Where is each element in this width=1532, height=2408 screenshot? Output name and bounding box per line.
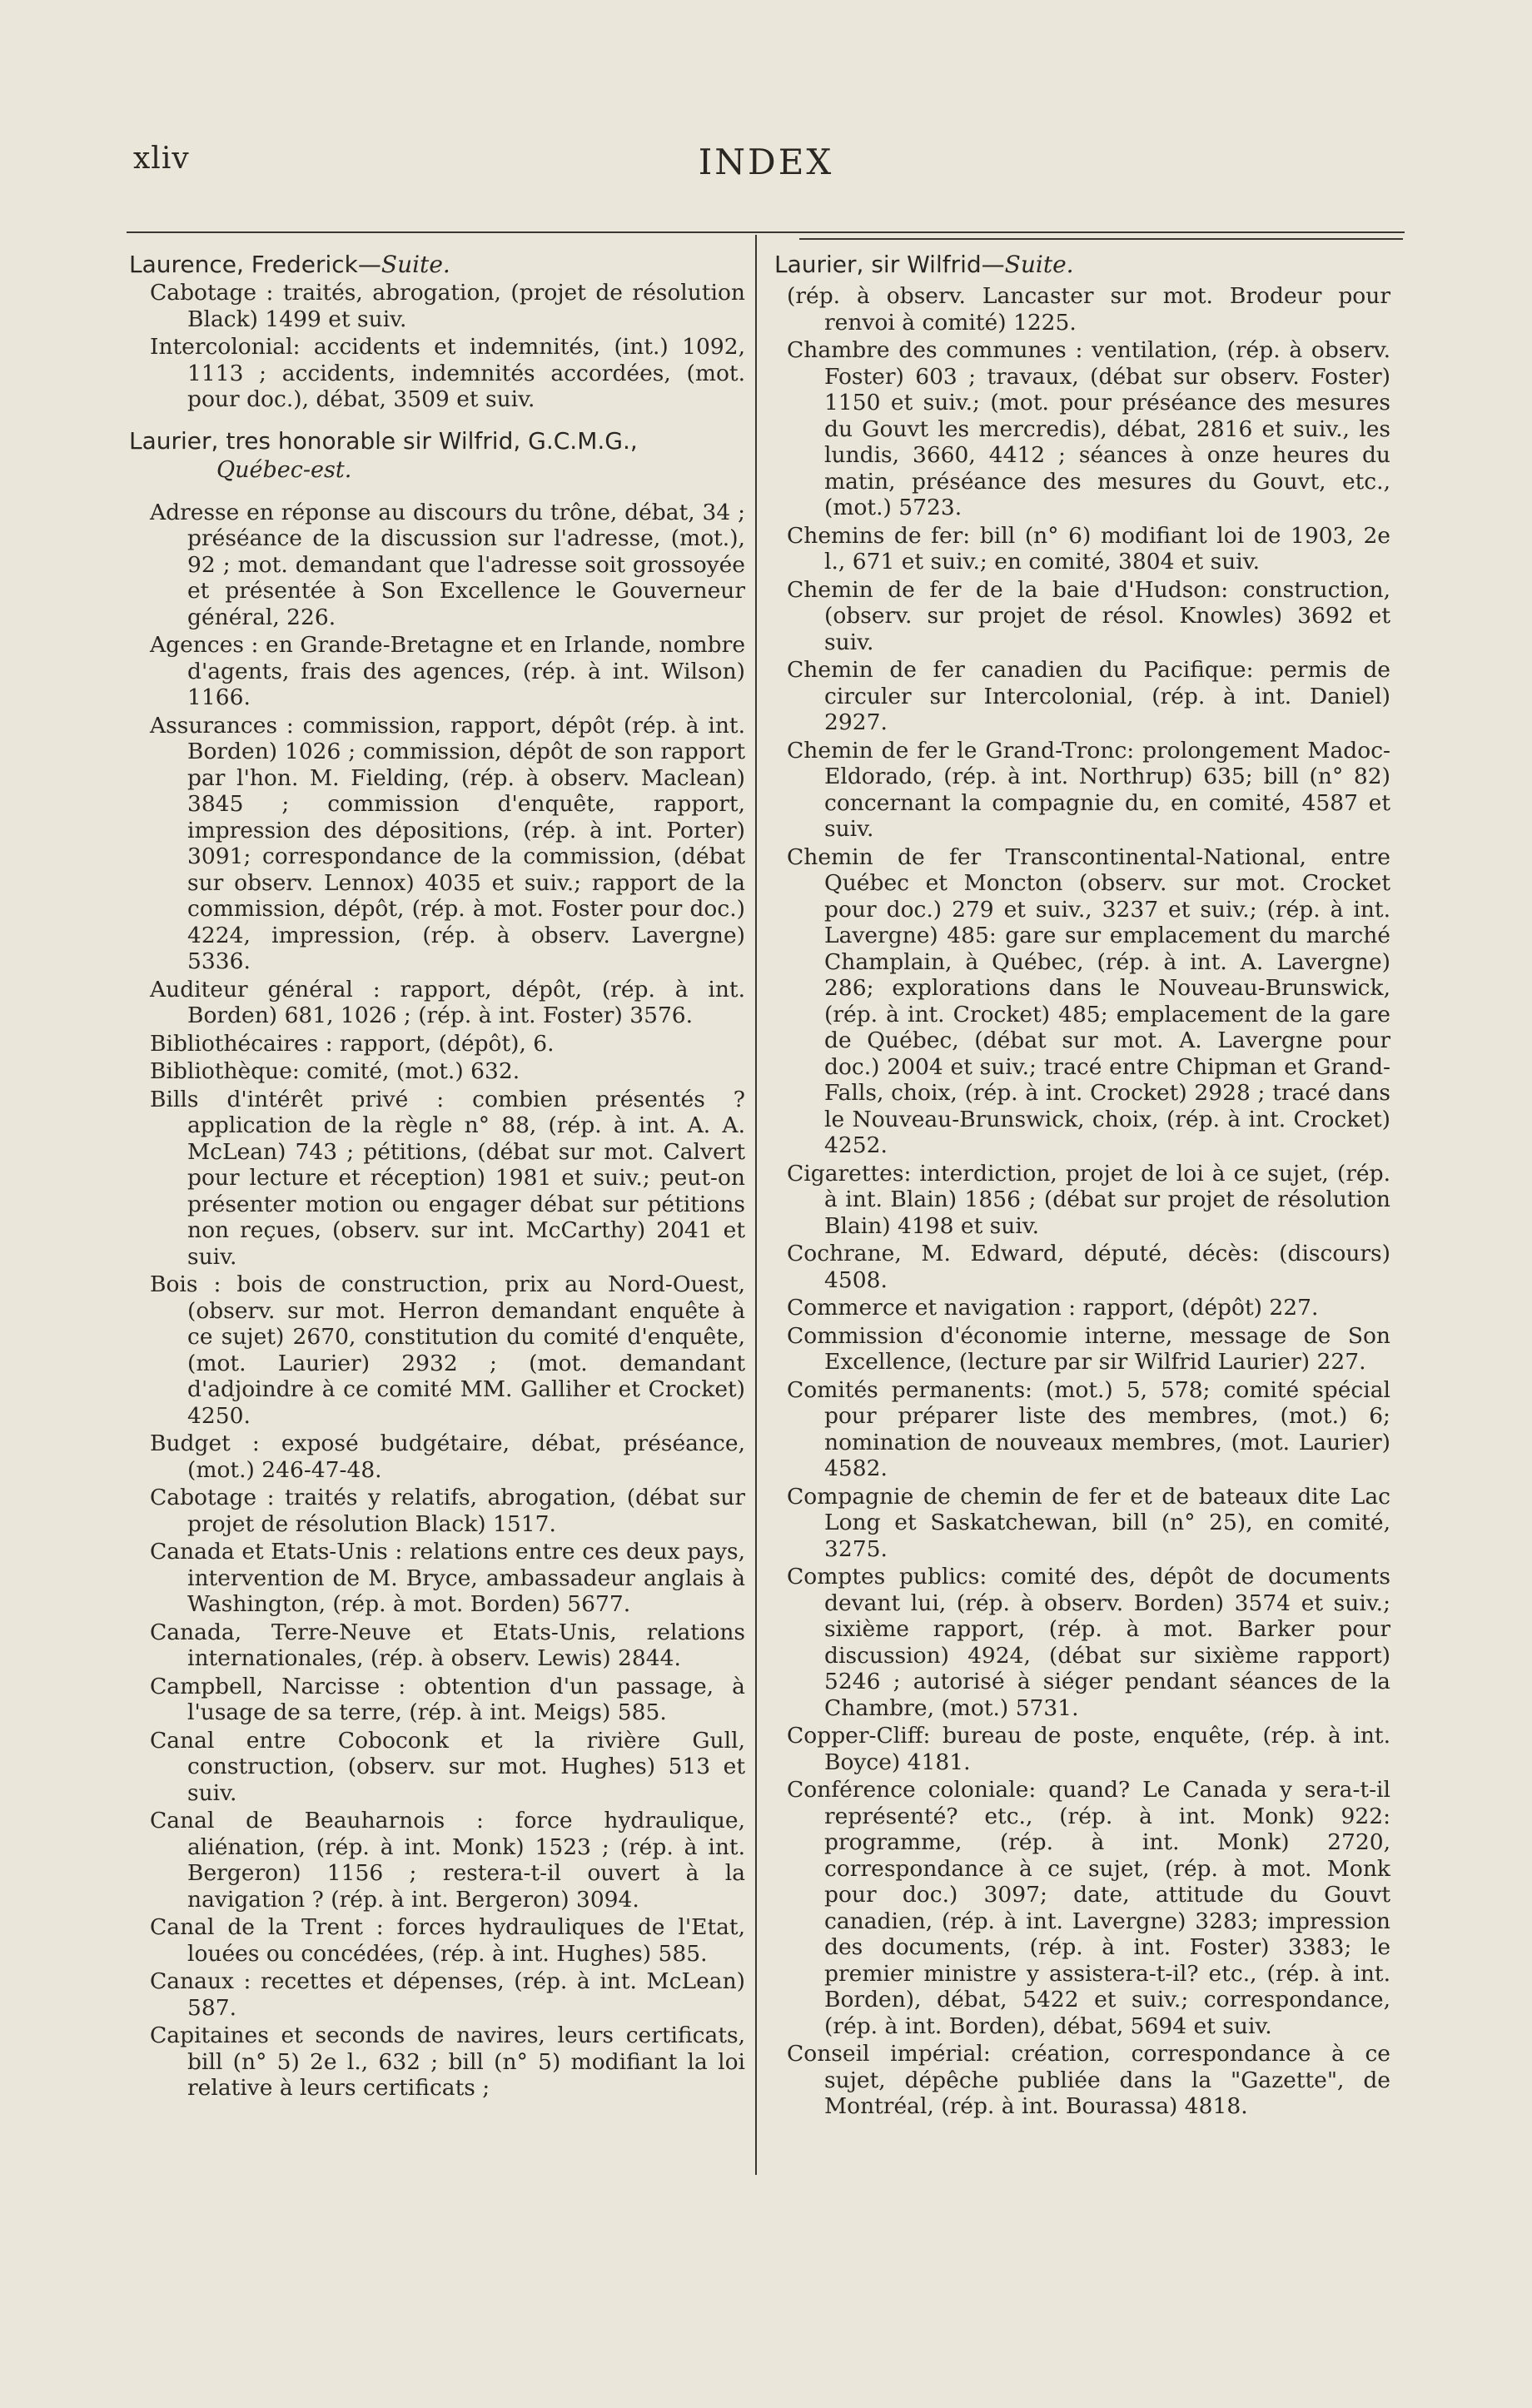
heading-laurence (129, 250, 745, 280)
index-entry: Intercolonial: accidents et indemnités, (int.) 1092, 1113 ; accidents, indemnités accordées, (mot. pour doc.), débat, 3509 et suiv. (150, 334, 745, 412)
index-entry: Adresse en réponse au discours du trône, débat, 34 ; préséance de la discussion sur l'adresse, (mot.), 92 ; mot. demandant que l'adresse soit grossoyée et présentée à Son Excellence le Gouverneur général, 226. (150, 499, 745, 630)
index-entry: Comptes publics: comité des, dépôt de documents devant lui, (rép. à observ. Borden) 3574 et suiv.; sixième rapport, (rép. à mot. Barker pour discussion) 4924, (débat sur sixième rapport) 5246 ; autorisé à siéger pendant séances de la Chambre, (mot.) 5731. (787, 1564, 1390, 1721)
index-entry: Budget : exposé budgétaire, débat, préséance, (mot.) 246-47-48. (150, 1430, 745, 1483)
heading-name: Laurier, sir Wilfrid— (774, 251, 1005, 278)
index-entry: Bois : bois de construction, prix au Nord-Ouest, (observ. sur mot. Herron demandant enquête à ce sujet) 2670, constitution du comité d'enquête, (mot. Laurier) 2932 ; (mot. demandant d'adjoindre à ce comité MM. Galliher et Crocket) 4250. (150, 1271, 745, 1429)
index-entry: Capitaines et seconds de navires, leurs certificats, bill (n° 5) 2e l., 632 ; bill (n° 5) modifiant la loi relative à leurs certificats ; (150, 2022, 745, 2101)
column-divider (755, 235, 757, 2175)
heading-laurier: Laurier, tres honorable sir Wilfrid, G.C.M.G., (129, 426, 638, 455)
index-entry: Chemin de fer le Grand-Tronc: prolongement Madoc-Eldorado, (rép. à int. Northrup) 635; bill (n° 82) concernant la compagnie du, en comité, 4587 et suiv. (787, 737, 1390, 842)
index-entry: Cabotage : traités, abrogation, (projet de résolution Black) 1499 et suiv. (150, 280, 745, 332)
index-entry: Comités permanents: (mot.) 5, 578; comité spécial pour préparer liste des membres, (mot.) 6; nomination de nouveaux membres, (mot. Laurier) 4582. (787, 1376, 1390, 1481)
index-entry: Cabotage : traités y relatifs, abrogation, (débat sur projet de résolution Black) 1517. (150, 1485, 745, 1537)
index-entry: Agences : en Grande-Bretagne et en Irlande, nombre d'agents, frais des agences, (rép. à int. Wilson) 1166. (150, 632, 745, 710)
index-entry: Assurances : commission, rapport, dépôt (rép. à int. Borden) 1026 ; commission, dépôt de son rapport par l'hon. M. Fielding, (rép. à observ. Maclean) 3845 ; commission d'enquête, rapport, impression des dépositions, (rép. à int. Porter) 3091; correspondance de la commission, (débat sur observ. Lennox) 4035 et suiv.; rapport de la commission, dépôt, (rép. à mot. Foster pour doc.) 4224, impression, (rép. à observ. Lavergne) 5336. (150, 712, 745, 974)
right-column (774, 250, 1390, 2122)
index-entry: Canada, Terre-Neuve et Etats-Unis, relations internationales, (rép. à observ. Lewis) 2844. (150, 1619, 745, 1671)
index-entry: Chemin de fer de la baie d'Hudson: construction, (observ. sur projet de résol. Knowles) 3692 et suiv. (787, 576, 1390, 655)
index-entry: Canal de la Trent : forces hydrauliques de l'Etat, louées ou concédées, (rép. à int. Hughes) 585. (150, 1914, 745, 1967)
top-rule-second (799, 238, 1403, 240)
index-entry: Cigarettes: interdiction, projet de loi à ce sujet, (rép. à int. Blain) 1856 ; (débat sur projet de résolution Blain) 4198 et suiv. (787, 1160, 1390, 1239)
index-entry: Copper-Cliff: bureau de poste, enquête, (rép. à int. Boyce) 4181. (787, 1723, 1390, 1775)
index-entry: Compagnie de chemin de fer et de bateaux dite Lac Long et Saskatchewan, bill (n° 25), en comité, 3275. (787, 1483, 1390, 1562)
page-number: xliv (133, 142, 190, 176)
index-entry: Canal entre Coboconk et la rivière Gull, construction, (observ. sur mot. Hughes) 513 et suiv. (150, 1727, 745, 1806)
index-entry: Chemins de fer: bill (n° 6) modifiant loi de 1903, 2e l., 671 et suiv.; en comité, 3804 et suiv. (787, 522, 1390, 575)
index-entry: Campbell, Narcisse : obtention d'un passage, à l'usage de sa terre, (rép. à int. Meigs) 585. (150, 1673, 745, 1725)
heading-suite: Suite. (381, 251, 450, 278)
index-entry: Bills d'intérêt privé : combien présentés ? application de la règle n° 88, (rép. à int. A. A. McLean) 743 ; pétitions, (débat sur mot. Calvert pour lecture et réception) 1981 et suiv.; peut-on présenter motion ou engager débat sur pétitions non reçues, (observ. sur int. McCarthy) 2041 et suiv. (150, 1086, 745, 1270)
left-column (129, 250, 745, 2103)
index-entry: Commerce et navigation : rapport, (dépôt) 227. (787, 1295, 1319, 1321)
index-entry: Chambre des communes : ventilation, (rép. à observ. Foster) 603 ; travaux, (débat sur observ. Foster) 1150 et suiv.; (mot. pour préséance des mesures du Gouvt les mercredis), débat, 2816 et suiv., les lundis, 3660, 4412 ; séances à onze heures du matin, préséance des mesures du Gouvt, etc., (mot.) 5723. (787, 337, 1390, 520)
index-entry: Conférence coloniale: quand? Le Canada y sera-t-il représenté? etc., (rép. à int. Monk) 922: programme, (rép. à int. Monk) 2720, correspondance à ce sujet, (rép. à mot. Monk pour doc.) 3097; date, attitude du Gouvt canadien, (rép. à int. Lavergne) 3283; impression des documents, (rép. à int. Foster) 3383; le premier ministre y assistera-t-il? etc., (rép. à int. Borden), débat, 5422 et suiv.; correspondance, (rép. à int. Borden), débat, 5694 et suiv. (787, 1777, 1390, 2039)
index-entry: Cochrane, M. Edward, député, décès: (discours) 4508. (787, 1241, 1390, 1293)
index-entry: Bibliothécaires : rapport, (dépôt), 6. (150, 1030, 555, 1057)
heading-riding: Québec-est. (216, 456, 352, 483)
heading-laurier-suite (774, 250, 1390, 280)
index-entry: (rép. à observ. Lancaster sur mot. Brodeur pour renvoi à comité) 1225. (787, 283, 1390, 336)
running-head: INDEX (698, 142, 834, 182)
index-entry: Canal de Beauharnois : force hydraulique, aliénation, (rép. à int. Monk) 1523 ; (rép. à int. Bergeron) 1156 ; restera-t-il ouvert à la navigation ? (rép. à int. Bergeron) 3094. (150, 1808, 745, 1913)
index-entry: Canaux : recettes et dépenses, (rép. à int. McLean) 587. (150, 1968, 745, 2021)
index-entry: Canada et Etats-Unis : relations entre ces deux pays, intervention de M. Bryce, ambassadeur anglais à Washington, (rép. à mot. Borden) 5677. (150, 1539, 745, 1617)
top-rule (127, 231, 1405, 233)
heading-name: Laurence, Frederick— (129, 251, 381, 278)
index-entry: Conseil impérial: création, correspondance à ce sujet, dépêche publiée dans la "Gazette", de Montréal, (rép. à int. Bourassa) 4818. (787, 2041, 1390, 2119)
index-entry: Chemin de fer Transcontinental-National, entre Québec et Moncton (observ. sur mot. Crocket pour doc.) 279 et suiv., 3237 et suiv.; (rép. à int. Lavergne) 485: gare sur emplacement du marché Champlain, à Québec, (rép. à int. A. Lavergne) 286; explorations dans le Nouveau-Brunswick, (rép. à int. Crocket) 485; emplacement de la gare de Québec, (débat sur mot. A. Lavergne pour doc.) 2004 et suiv.; tracé entre Chipman et Grand-Falls, choix, (rép. à int. Crocket) 2928 ; tracé dans le Nouveau-Brunswick, choix, (rép. à int. Crocket) 4252. (787, 843, 1390, 1158)
index-entry: Commission d'économie interne, message de Son Excellence, (lecture par sir Wilfrid Laurier) 227. (787, 1322, 1390, 1375)
index-entry: Bibliothèque: comité, (mot.) 632. (150, 1058, 520, 1084)
heading-suite: Suite. (1004, 251, 1074, 278)
index-entry: Chemin de fer canadien du Pacifique: permis de circuler sur Intercolonial, (rép. à int. Daniel) 2927. (787, 657, 1390, 735)
index-entry: Auditeur général : rapport, dépôt, (rép. à int. Borden) 681, 1026 ; (rép. à int. Foster) 3576. (150, 976, 745, 1028)
